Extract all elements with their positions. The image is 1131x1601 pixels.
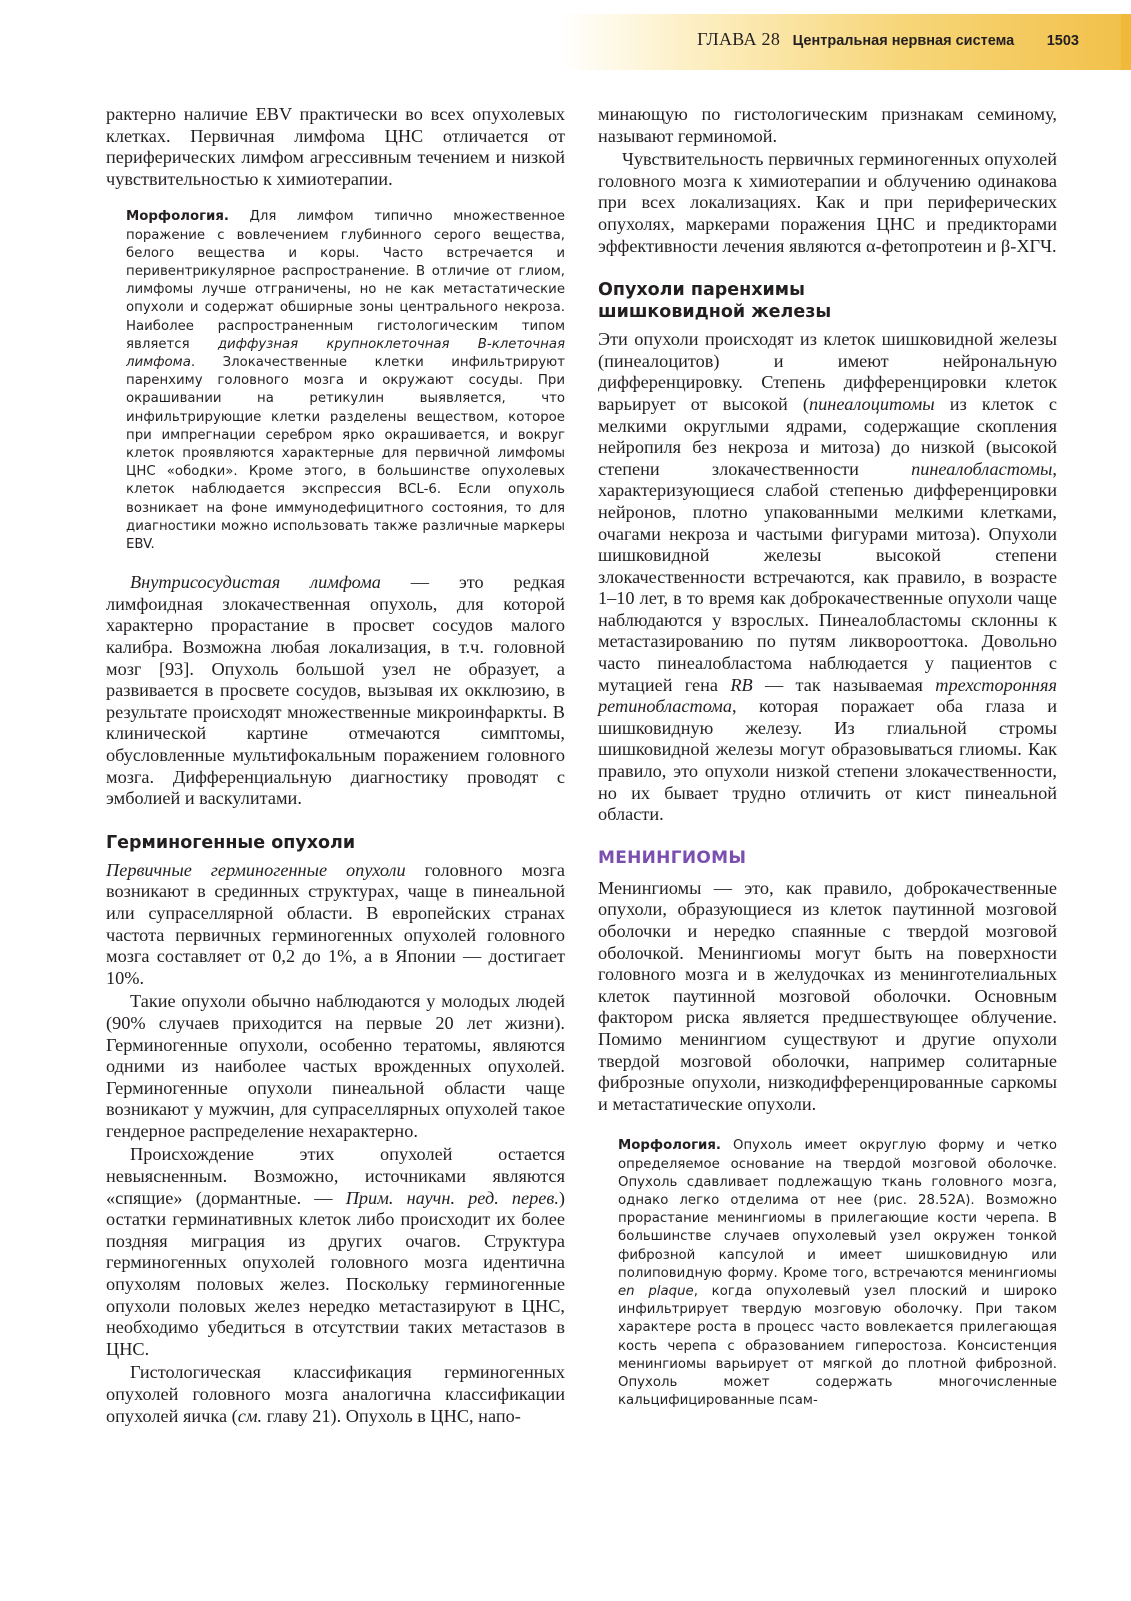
morphology-text: Для лимфом типично множественное поражение с вовлечением глубинного серого вещества, белого вещества и коры. Часто встречается и перивентрикулярное распространение. В отличие от глиом, лимфомы лучше отграничены, но не как метастатические опухоли и содержат обширные зоны центрального некроза. Наиболее распространенным гистологическим типом является bbox=[126, 209, 565, 352]
section-title: Центральная нервная система bbox=[792, 33, 1015, 49]
page-number: 1503 bbox=[1046, 33, 1079, 49]
paragraph bbox=[106, 1362, 565, 1427]
emphasis: пинеалоцитомы bbox=[809, 393, 935, 414]
paragraph-text: Гистологическая классификация герминогенных опухолей головного мозга аналогична классификации опухолей яичка ( bbox=[106, 1362, 565, 1426]
morphology-box bbox=[618, 1137, 1057, 1410]
running-header bbox=[697, 29, 1079, 50]
morphology-text: . Злокачественные клетки инфильтрируют паренхиму головного мозга и окружают сосуды. При окрашивании на ретикулин выявляется, что инфильтрирующие клетки разделены веществом, которое при импрегнации серебром ярко окрашивается, и вокруг клеток проявляются характерные для первичной лимфомы ЦНС «ободки». Кроме этого, в большинстве опухолевых клеток наблюдается экспрессия BCL-6. Если опухоль возникает на фоне иммунодефицитного состояния, то для диагностики можно использовать также различные маркеры EBV. bbox=[126, 355, 565, 553]
paragraph: Чувствительность первичных герминогенных опухолей головного мозга к химиотерапии и облучению одинакова при всех локализациях. Как и при периферических опухолях, маркерами поражения ЦНС и предикторами эффективности лечения являются α-фетопротеин и β-ХГЧ. bbox=[598, 149, 1057, 256]
paragraph-text: главу 21). Опухоль в ЦНС, напо- bbox=[262, 1405, 521, 1426]
chapter-label: ГЛАВА 28 bbox=[697, 29, 781, 49]
left-column bbox=[106, 104, 565, 1427]
paragraph: рактерно наличие EBV практически во всех опухолевых клетках. Первичная лимфома ЦНС отличается от периферических лимфом агрессивным течением и низкой чувствительностью к химиотерапии. bbox=[106, 104, 565, 189]
emphasis: см. bbox=[237, 1405, 263, 1426]
paragraph bbox=[598, 329, 1057, 826]
right-column bbox=[598, 104, 1057, 1410]
paragraph: Менингиомы — это, как правило, доброкачественные опухоли, образующиеся из клеток паутинной мозговой оболочки и нередко спаянные с твердой мозговой оболочкой. Менингиомы могут быть на поверхности головного мозга и в желудочках из менинготелиальных клеток паутинной мозговой оболочки. Основным фактором риска является предшествующее облучение. Помимо менингиом существуют и другие опухоли твердой мозговой оболочки, например солитарные фиброзные опухоли, низкодифференцированные саркомы и метастатические опухоли. bbox=[598, 877, 1057, 1114]
paragraph-text: — это редкая лимфоидная злокачественная опухоль, для которой характерно прорастание в просвет сосудов малого калибра. Возможна любая локализация, в т.ч. головной мозг [93]. Опухоль большой узел не образует, а развивается в просвете сосудов, вызывая их окклюзию, в результате происходят множественные микроинфаркты. В клинической картине отмечаются симптомы, обусловленные мультифокальным поражением головного мозга. Дифференциальную диагностику проводят с эмболией и васкулитами. bbox=[106, 572, 566, 809]
paragraph: Такие опухоли обычно наблюдаются у молодых людей (90% случаев приходится на первые 20 лет жизни). Герминогенные опухоли, особенно тератомы, являются одними из наиболее частых врожденных опухолей. Герминогенные опухоли пинеальной области чаще возникают у мужчин, для супраселлярных опухолей такое гендерное распределение нехарактерно. bbox=[106, 991, 565, 1141]
emphasis: Внутрисосудистая лимфома bbox=[130, 572, 381, 593]
morphology-text: Опухоль имеет округлую форму и четко определяемое основание на твердой мозговой оболочке. Опухоль сдавливает подлежащую ткань головного мозга, однако легко отделима от нее (рис. 28.52А). Возможно прорастание менингиомы в прилегающие кости черепа. В большинстве случаев опухолевый узел окружен тонкой фиброзной капсулой и имеет шишковидную или полиповидную форму. Кроме того, встречаются менингиомы bbox=[618, 1138, 1057, 1281]
paragraph-text: Эти опухоли происходят из клеток шишковидной железы (пинеалоцитов) и имеют нейрональную дифференцировку. Степень дифференцировки клеток варьирует от высокой ( bbox=[598, 329, 1057, 414]
emphasis: пинеалобластомы bbox=[911, 458, 1053, 479]
emphasis: Прим. научн. ред. перев. bbox=[345, 1187, 559, 1208]
paragraph bbox=[106, 860, 565, 990]
paragraph-text: ) остатки герминативных клеток либо происходит их более поздняя миграция из других очагов. Структура герминогенных опухолей головного мозга идентична опухолям половых желез. Поскольку герминогенные опухоли половых желез нередко метастазируют в ЦНС, необходимо убедиться в отсутствии таких метастазов в ЦНС. bbox=[106, 1187, 565, 1359]
morphology-box bbox=[126, 208, 565, 554]
paragraph bbox=[106, 1144, 565, 1360]
paragraph-text: , которая поражает оба глаза и шишковидную железу. Из глиальной стромы шишковидной железы могут образовываться глиомы. Как правило, это опухоли низкой степени злокачественности, но их бывает трудно отличить от кист пинеальной области. bbox=[598, 696, 1057, 825]
paragraph-text: из клеток с мелкими округлыми ядрами, содержащие скопления нейропиля без некроза и митоза) до низкой (высокой степени злокачественности bbox=[598, 393, 1057, 479]
subheading-germ-cell: Герминогенные опухоли bbox=[106, 832, 356, 853]
paragraph-text: — так называемая bbox=[752, 674, 936, 695]
subheading-pineal: Опухоли паренхимы шишковидной железы bbox=[598, 280, 832, 323]
paragraph bbox=[106, 572, 565, 810]
emphasis: Первичные герминогенные опухоли bbox=[106, 859, 406, 880]
morphology-text: , когда опухолевый узел плоский и широко инфильтрирует твердую мозговую оболочку. При таком характере роста в процесс часто вовлекается прилегающая кость черепа с образованием гиперостоза. Консистенция менингиомы варьирует от мягкой до плотной фиброзной. Опухоль может содержать многочисленные кальцифицированные псам- bbox=[618, 1283, 1057, 1409]
morphology-label: Морфология. bbox=[618, 1138, 721, 1154]
morphology-label: Морфология. bbox=[126, 209, 229, 225]
paragraph-text: головного мозга возникают в срединных структурах, чаще в пинеальной или супраселлярной области. В европейских странах частота первичных герминогенных опухолей головного мозга составляет от 0,2 до 1%, а в Японии — достигает 10%. bbox=[106, 859, 565, 988]
emphasis: RB bbox=[730, 674, 753, 695]
paragraph: минающую по гистологическим признакам семиному, называют герминомой. bbox=[598, 104, 1057, 146]
paragraph-text: Происхождение этих опухолей остается невыясненным. Возможно, источниками являются «спящие» (дормантные. — bbox=[106, 1144, 565, 1208]
section-heading-meningiomas: МЕНИНГИОМЫ bbox=[598, 847, 747, 868]
emphasis: en plaque bbox=[618, 1283, 694, 1299]
emphasis: диффузная крупноклеточная В-клеточная лимфома bbox=[126, 336, 566, 370]
paragraph-text: , характеризующиеся слабой степенью дифференцировки нейронов, плотно упакованными мелкими клетками, очагами некроза и частыми фигурами митоза). Опухоли шишковидной железы высокой степени злокачественности встречаются, как правило, в возрасте 1–10 лет, в то время как доброкачественные опухоли чаще наблюдаются у взрослых. Пинеалобластомы склонны к метастазированию по путям ликворооттока. Довольно часто пинеалобластома наблюдается у пациентов с мутацией гена bbox=[598, 458, 1057, 695]
emphasis: трехсторонняя ретинобластома bbox=[598, 674, 1057, 717]
running-header-edge bbox=[1121, 14, 1131, 70]
